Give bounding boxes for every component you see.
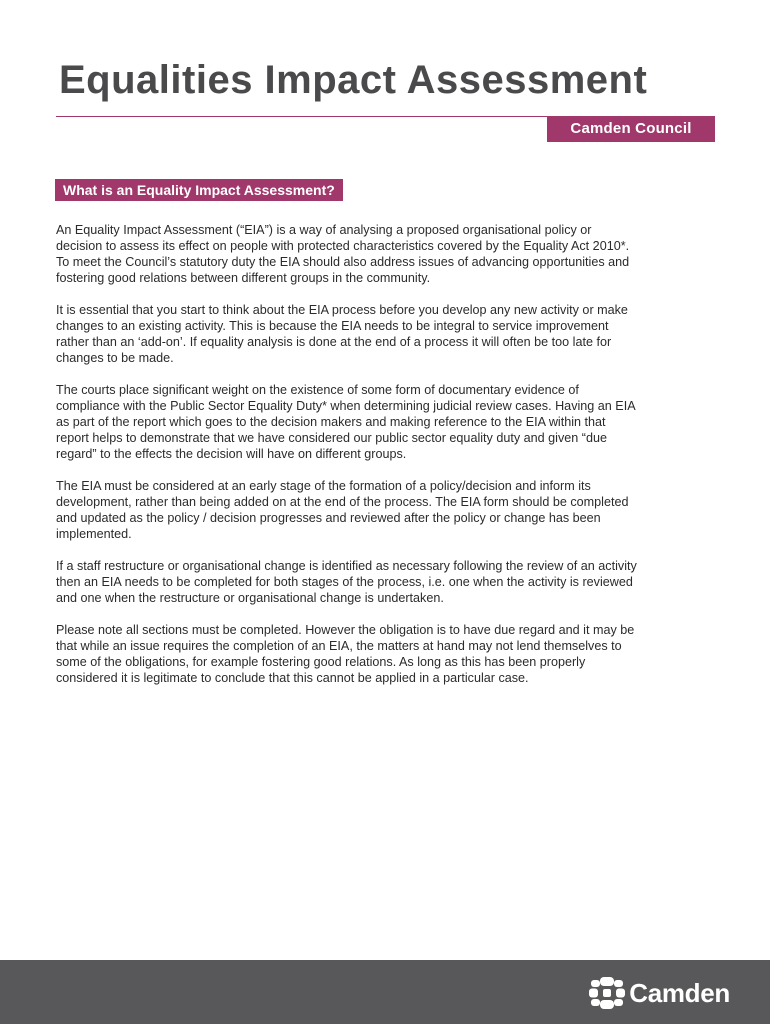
footer-bar [0, 960, 770, 1024]
logo-text: Camden [629, 977, 730, 1008]
paragraph-3: The courts place significant weight on the existence of some form of documentary evidence of compliance with the Public Sector Equality Duty* when determining judicial review cases. Having an EIA as part of the report which goes to the decision makers and making reference to the EIA within that report helps to demonstrate that we have considered our public sector equality duty and given “due regard” to the effects the decision will have on different groups. [56, 383, 635, 461]
section-heading: What is an Equality Impact Assessment? [55, 179, 343, 201]
paragraph-6: Please note all sections must be completed. However the obligation is to have due regard and it may be that while an issue requires the completion of an EIA, the matters at hand may not lend themselves to some of the obligations, for example fostering good relations. As long as this has been properly considered it is legitimate to conclude that this cannot be applied in a particular case. [56, 623, 635, 685]
paragraph-5: If a staff restructure or organisational change is identified as necessary following the review of an activity then an EIA needs to be completed for both stages of the process, i.e. one when the activity is reviewed and one when the restructure or organisational change is undertaken. [56, 559, 637, 605]
paragraph-1: An Equality Impact Assessment (“EIA”) is a way of analysing a proposed organisational policy or decision to assess its effect on people with protected characteristics covered by the Equality Act 2010*. To meet the Council’s statutory duty the EIA should also address issues of advancing opportunities and fostering good relations between different groups in the community. [56, 223, 630, 285]
paragraph-4: The EIA must be considered at an early stage of the formation of a policy/decision and inform its development, rather than being added on at the end of the process. The EIA form should be completed and updated as the policy / decision progresses and reviewed after the policy or change has been implemented. [56, 479, 629, 541]
camden-logo [589, 977, 730, 1009]
body-text [56, 222, 641, 702]
paragraph-2: It is essential that you start to think about the EIA process before you develop any new activity or make changes to an existing activity. This is because the EIA needs to be integral to service improvement rather than an ‘add-on’. If equality analysis is done at the end of a process it will often be too late for changes to be made. [56, 303, 628, 365]
camden-logo-mark-icon [589, 977, 625, 1009]
council-badge: Camden Council [547, 116, 715, 142]
page-title: Equalities Impact Assessment [59, 58, 648, 102]
